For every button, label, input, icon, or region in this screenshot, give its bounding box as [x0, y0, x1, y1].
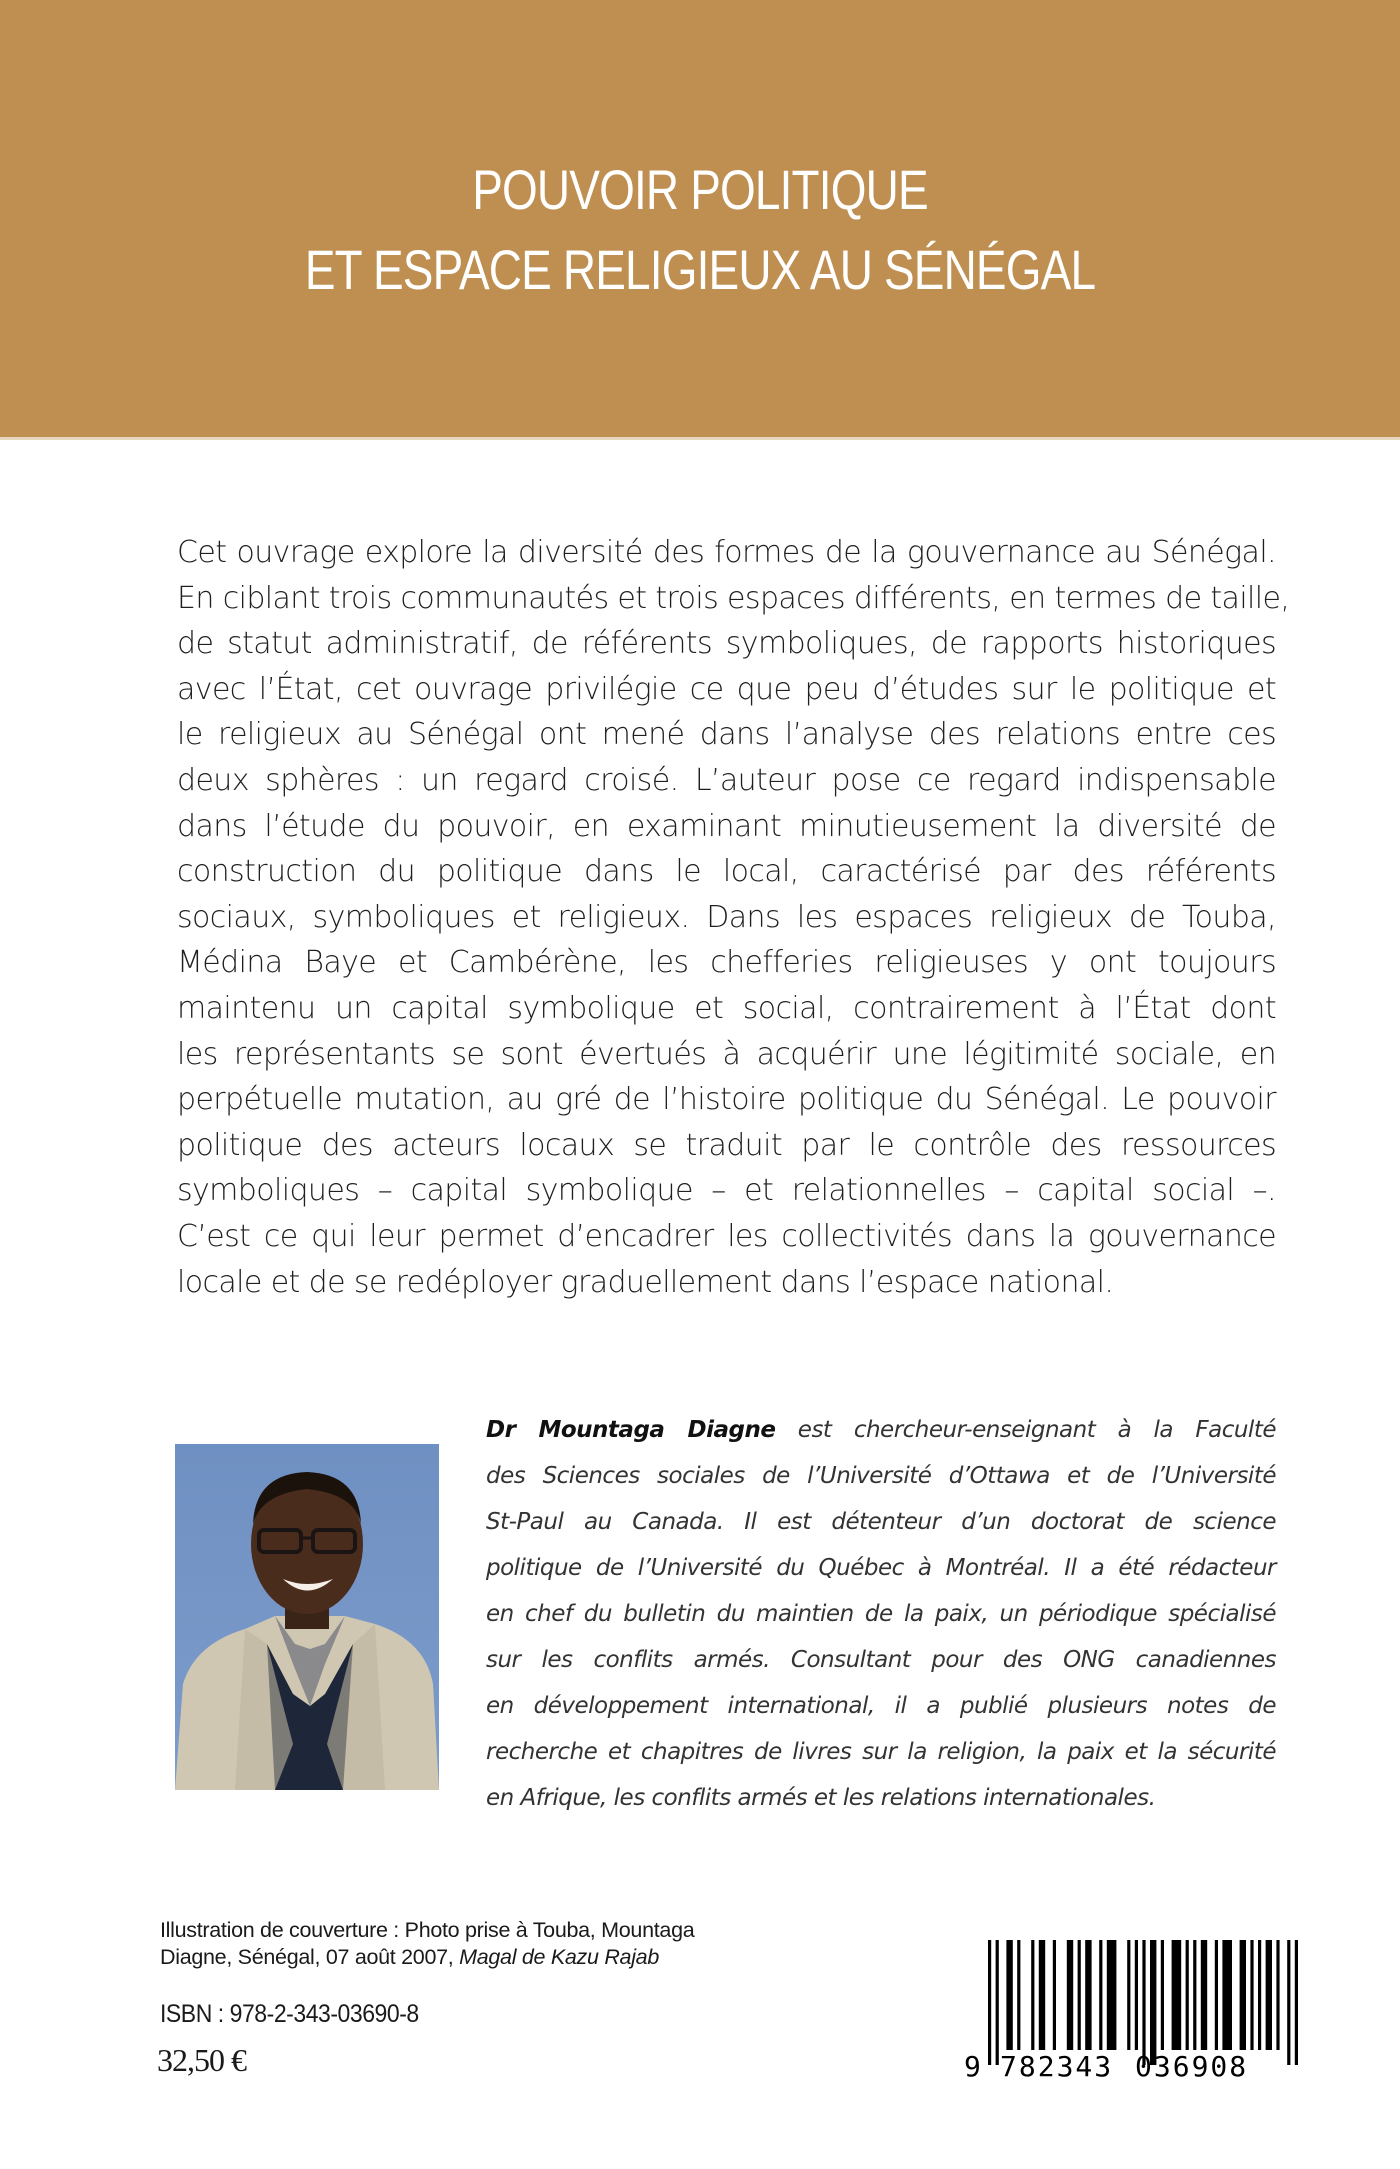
summary-line: politique des acteurs locaux se traduit par le contrôle des ressources [177, 1127, 1276, 1163]
back-cover-summary [177, 530, 1290, 1305]
barcode-bar [1099, 1940, 1102, 2050]
barcode-bar [988, 1940, 991, 2065]
bio-line: politique de l’Université du Québec à Montréal. Il a été rédacteur [486, 1555, 1276, 1581]
barcode [960, 1880, 1300, 2120]
summary-line: Cet ouvrage explore la diversité des formes de la gouvernance au Sénégal. [177, 535, 1276, 570]
barcode-bar [1186, 1940, 1189, 2050]
barcode-bar [1135, 1940, 1138, 2050]
bio-line: St-Paul au Canada. Il est détenteur d’un doctorat de science [486, 1509, 1276, 1535]
bio-line: des Sciences sociales de l’Université d’Ottawa et de l’Université [486, 1463, 1276, 1489]
author-name: Dr Mountaga Diagne [486, 1417, 776, 1443]
credit-line-2 [160, 1944, 800, 1971]
barcode-bar [1067, 1940, 1073, 2050]
barcode-bar [1295, 1940, 1298, 2065]
bio-first-line-text: est chercheur-enseignant à la Faculté [775, 1417, 1276, 1443]
barcode-bar [1172, 1940, 1182, 2050]
credit-line-1: Illustration de couverture : Photo prise à Touba, Mountaga [160, 1918, 695, 1942]
summary-line: les représentants se sont évertués à acquérir une légitimité sociale, en [177, 1036, 1276, 1072]
summary-line: Médina Baye et Cambérène, les chefferies religieuses y ont toujours [177, 945, 1276, 981]
summary-line: deux sphères : un regard croisé. L’auteur pose ce regard indispensable [177, 762, 1276, 798]
barcode-digits-left: 782343 [1000, 2050, 1114, 2083]
barcode-bar [1240, 1940, 1246, 2050]
barcode-bar [1266, 1940, 1272, 2050]
barcode-bar [1031, 1940, 1034, 2050]
summary-line: dans l’étude du pouvoir, en examinant minutieusement la diversité de [177, 808, 1276, 844]
barcode-bar [1215, 1940, 1218, 2050]
summary-line: construction du politique dans le local, caractérisé par des référents [177, 854, 1276, 890]
bio-line: recherche et chapitres de livres sur la religion, la paix et la sécurité [486, 1739, 1276, 1765]
barcode-bar [1258, 1940, 1261, 2050]
barcode-bar [1201, 1940, 1207, 2050]
summary-line: En ciblant trois communautés et trois espaces différents, en termes de taille, [177, 580, 1290, 616]
bio-line: en Afrique, les conflits armés et les relations internationales. [486, 1785, 1156, 1811]
barcode-bars [988, 1940, 1298, 2065]
barcode-bar [1039, 1940, 1045, 2050]
summary-line: locale et de se redéployer graduellement dans l’espace national. [177, 1264, 1114, 1300]
summary-line: C’est ce qui leur permet d’encadrer les collectivités dans la gouvernance [177, 1218, 1276, 1254]
barcode-bar [1078, 1940, 1081, 2050]
barcode-digit-first: 9 [964, 2050, 981, 2083]
book-title [126, 150, 1274, 310]
title-line-1: POUVOIR POLITIQUE [472, 158, 928, 221]
credit-italic: Magal de Kazu Rajab [459, 1945, 659, 1969]
bio-line: en développement international, il a publié plusieurs notes de [486, 1693, 1276, 1719]
barcode-bar [1250, 1940, 1253, 2050]
barcode-bar [1222, 1940, 1232, 2050]
bio-line [486, 1407, 1276, 1453]
barcode-bar [1161, 1940, 1164, 2050]
barcode-bar [996, 1940, 999, 2065]
barcode-bar [1193, 1940, 1196, 2050]
bio-line: sur les conflits armés. Consultant pour des ONG canadiennes [486, 1647, 1276, 1673]
barcode-bar [1287, 1940, 1290, 2065]
barcode-bar [1006, 1940, 1012, 2050]
barcode-bar [1107, 1940, 1117, 2050]
credit-plain: Diagne, Sénégal, 07 août 2007, [160, 1945, 460, 1969]
barcode-digits-right: 036908 [1135, 2050, 1249, 2083]
author-bio [486, 1407, 1276, 1821]
title-line-2: ET ESPACE RELIGIEUX AU SÉNÉGAL [304, 238, 1096, 301]
barcode-bar [1150, 1940, 1156, 2065]
summary-line: de statut administratif, de référents symboliques, de rapports historiques [177, 626, 1276, 662]
bio-line: en chef du bulletin du maintien de la paix, un périodique spécialisé [486, 1601, 1276, 1627]
barcode-bar [1085, 1940, 1091, 2050]
summary-line: sociaux, symboliques et religieux. Dans les espaces religieux de Touba, [177, 899, 1276, 935]
barcode-bar [1017, 1940, 1020, 2050]
summary-line: perpétuelle mutation, au gré de l’histoire politique du Sénégal. Le pouvoir [177, 1082, 1276, 1118]
summary-line: symboliques – capital symbolique – et relationnelles – capital social –. [177, 1173, 1276, 1209]
barcode-bar [1053, 1940, 1056, 2050]
cover-illustration-credit [160, 1917, 800, 1971]
barcode-bar [1127, 1940, 1130, 2050]
author-portrait-illustration [175, 1444, 439, 1790]
barcode-bar [1142, 1940, 1145, 2065]
summary-line: le religieux au Sénégal ont mené dans l’analyse des relations entre ces [177, 717, 1276, 753]
barcode-bar [1276, 1940, 1279, 2050]
summary-line: maintenu un capital symbolique et social, contrairement à l’État dont [177, 990, 1276, 1026]
band-divider [0, 437, 1400, 440]
isbn: ISBN : 978-2-343-03690-8 [160, 2000, 419, 2028]
price: 32,50 € [157, 2042, 246, 2078]
author-photo [175, 1444, 439, 1790]
summary-line: avec l’État, cet ouvrage privilégie ce que peu d’études sur le politique et [177, 671, 1276, 707]
